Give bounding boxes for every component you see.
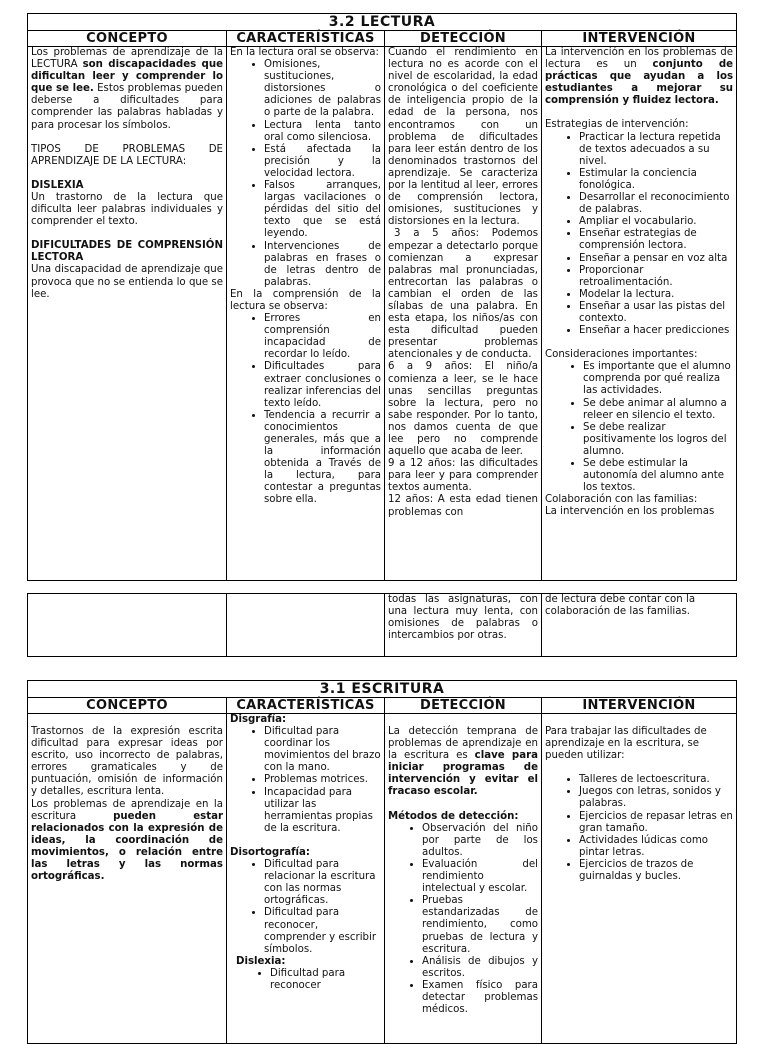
list-item: • Proporcionar retroalimentación. [579, 265, 733, 289]
dislexia-text: Un trastorno de la lectura que dificulta leer palabras individuales y comprender el texto. [31, 191, 223, 228]
list-item: • Enseñar estrategias de comprensión lectora. [579, 228, 733, 252]
metodos-heading: Métodos de detección: [388, 810, 519, 822]
cont-concepto-cell [28, 594, 227, 657]
consideraciones-list [545, 361, 733, 494]
comprension-intro: En la comprensión de la lectura se observa: [230, 288, 381, 312]
lectura-continuation-table [27, 593, 737, 657]
list-item: • Incapacidad para utilizar las herramientas propias de la escritura. [264, 787, 381, 835]
deteccion-12: 12 años: A esta edad tienen problemas con [388, 494, 538, 518]
list-item: • Enseñar a usar las pistas del contexto. [579, 301, 733, 325]
list-item: • Desarrollar el reconocimiento de palabras. [579, 192, 733, 216]
metodos-list [388, 823, 538, 1017]
escritura-caracteristicas-cell [227, 714, 385, 1044]
estrategias-intro: Estrategias de intervención: [545, 119, 689, 131]
header-intervencion: INTERVENCIÓN [542, 31, 737, 47]
lectura-table [27, 13, 737, 581]
list-item: • Omisiones, sustituciones, distorsiones o adiciones de palabras o parte de la palabra. [264, 59, 381, 119]
escritura-title: 3.1 ESCRITURA [28, 681, 737, 698]
lectura-title: 3.2 LECTURA [28, 14, 737, 31]
list-item: • Ejercicios de repasar letras en gran tamaño. [579, 811, 733, 835]
lectura-deteccion-cell [385, 47, 542, 581]
comprension-list [230, 313, 381, 507]
list-item: • Enseñar a pensar en voz alta [579, 253, 733, 265]
lectura-caracteristicas-cell [227, 47, 385, 581]
list-item: • Se debe animar al alumno a releer en silencio el texto. [583, 398, 733, 422]
dislexia-heading: DISLEXIA [31, 179, 84, 191]
tipos-heading: TIPOS DE PROBLEMAS DE APRENDIZAJE DE LA LECTURA: [31, 143, 223, 167]
dificultades-heading: DIFICULTADES DE COMPRENSIÓN LECTORA [31, 240, 223, 264]
list-item: • Modelar la lectura. [579, 289, 733, 301]
lectura-concepto-cell [28, 47, 227, 581]
consideraciones-intro: Consideraciones importantes: [545, 349, 698, 361]
escritura-deteccion-cell [385, 714, 542, 1044]
colaboracion-text: La intervención en los problemas [545, 506, 715, 518]
list-item: • Errores en comprensión incapacidad de recordar lo leído. [264, 313, 381, 361]
list-item: • Ampliar el vocabulario. [579, 216, 733, 228]
escritura-intervencion-intro: Para trabajar las dificultades de aprendizaje en la escritura, se pueden utilizar: [545, 726, 707, 762]
deteccion-9-12: 9 a 12 años: las dificultades para leer y para comprender textos aumenta. [388, 458, 538, 494]
list-item: • Falsos arranques, largas vacilaciones o pérdidas del sitio del texto que se está leyendo. [264, 180, 381, 240]
deteccion-6-9: 6 a 9 años: El niño/a comienza a leer, se le hace unas sencillas preguntas sobre la lectura, pero no sabe responder. Por lo tanto, nos damos cuenta de que lee pero no comprende aquello que acaba de leer. [388, 361, 538, 458]
list-item: • Dificultades para extraer conclusiones o realizar inferencias del texto leído. [264, 361, 381, 409]
list-item: • Pruebas estandarizadas de rendimiento, como pruebas de lectura y escritura. [422, 895, 538, 955]
lectura-intervencion-cell [542, 47, 737, 581]
list-item: • Es importante que el alumno comprenda por qué realiza las actividades. [583, 361, 733, 397]
header-caracteristicas: CARACTERÍSTICAS [227, 31, 385, 47]
list-item: • Dificultad para coordinar los movimientos del brazo con la mano. [264, 726, 381, 774]
list-item: • Problemas motrices. [264, 774, 381, 786]
list-item: • Dificultad para reconocer, comprender y escribir símbolos. [264, 907, 381, 955]
oral-list [230, 59, 381, 289]
header-intervencion: INTERVENCIÓN [542, 698, 737, 714]
dislexia-list [230, 968, 381, 992]
header-concepto: CONCEPTO [28, 698, 227, 714]
list-item: • Se debe estimular la autonomía del alumno ante los textos. [583, 458, 733, 494]
list-item: • Juegos con letras, sonidos y palabras. [579, 786, 733, 810]
disgrafia-heading: Disgrafía: [230, 714, 287, 725]
list-item: • Evaluación del rendimiento intelectual y escolar. [422, 859, 538, 895]
list-item: • Examen físico para detectar problemas médicos. [422, 980, 538, 1016]
escritura-concepto-p2: Los problemas de aprendizaje en la escritura pueden estar relacionados con la expresión de ideas, la coordinación de movimientos, o relación entre las letras y las normas ortográficas. [31, 798, 223, 883]
list-item: • Análisis de dibujos y escritos. [422, 956, 538, 980]
dislexia-heading: Dislexia: [236, 955, 286, 967]
list-item: • Enseñar a hacer predicciones [579, 325, 733, 337]
list-item: • Practicar la lectura repetida de textos adecuados a su nivel. [579, 132, 733, 168]
list-item: • Tendencia a recurrir a conocimientos generales, más que a la información obtenida a Través de la lectura, para contestar a preguntas sobre ella. [264, 410, 381, 507]
intervencion-intro: La intervención en los problemas de lectura es un conjunto de prácticas que ayudan a los estudiantes a mejorar su comprensión y fluidez lectora. [545, 47, 734, 107]
escritura-concepto-p1: Trastornos de la expresión escrita dificultad para expresar ideas por escrito, uso incorrecto de palabras, errores gramaticales y de puntuación, omisión de información y detalles, escritura lenta. [31, 726, 223, 798]
list-item: • Lectura lenta tanto oral como silenciosa. [264, 120, 381, 144]
estrategias-list [545, 132, 733, 338]
cont-intervencion-cell: de lectura debe contar con la colaboración de las familias. [542, 594, 737, 657]
list-item: • Dificultad para reconocer [270, 968, 381, 992]
escritura-intervencion-list [545, 774, 733, 883]
deteccion-p1: Cuando el rendimiento en lectura no es acorde con el nivel de escolaridad, la edad cronológica o del coeficiente de inteligencia propio de la edad de la persona, nos encontramos con un problema de dificultades para leer están dentro de los denominados trastornos del aprendizaje. Se caracteriza por la lentitud al leer, errores de comprensión lectora, omisiones, sustituciones y distorsiones en la lectura. [388, 47, 538, 228]
header-deteccion: DETECCIÓN [385, 698, 542, 714]
deteccion-3-5: 3 a 5 años: Podemos empezar a detectarlo porque comienzan a expresar palabras mal pronunciadas, entrecortan las palabras o cambian el orden de las sílabas de una palabra. En esta etapa, los niños/as con esta dificultad pueden presentar problemas atencionales y de conducta. [388, 228, 538, 361]
escritura-intervencion-cell [542, 714, 737, 1044]
dificultades-text: Una discapacidad de aprendizaje que provoca que no se entienda lo que se lee. [31, 264, 223, 300]
disortografia-list [230, 859, 381, 956]
list-item: • Estimular la conciencia fonológica. [579, 168, 733, 192]
escritura-table [27, 680, 737, 1044]
list-item: • Dificultad para relacionar la escritura con las normas ortográficas. [264, 859, 381, 907]
escritura-deteccion-intro: La detección temprana de problemas de aprendizaje en la escritura es clave para iniciar programas de intervención y evitar el fracaso escolar. [388, 726, 538, 798]
lectura-concepto-intro: Los problemas de aprendizaje de la LECTURA son discapacidades que dificultan leer y comprender lo que se lee. Estos problemas pueden deberse a dificultades para comprender las palabras habladas y para procesar los símbolos. [31, 47, 224, 131]
disgrafia-list [230, 726, 381, 835]
list-item: • Se debe realizar positivamente los logros del alumno. [583, 422, 733, 458]
list-item: • Observación del niño por parte de los adultos. [422, 823, 538, 859]
cont-deteccion-cell: todas las asignaturas, con una lectura muy lenta, con omisiones de palabras o intercambios por otras. [385, 594, 542, 657]
list-item: • Intervenciones de palabras en frases o de letras dentro de palabras. [264, 241, 381, 289]
colaboracion-intro: Colaboración con las familias: [545, 494, 698, 506]
list-item: • Está afectada la precisión y la velocidad lectora. [264, 144, 381, 180]
escritura-concepto-cell [28, 714, 227, 1044]
cont-caracteristicas-cell [227, 594, 385, 657]
list-item: • Talleres de lectoescritura. [579, 774, 733, 786]
oral-intro: En la lectura oral se observa: [230, 47, 379, 58]
header-concepto: CONCEPTO [28, 31, 227, 47]
header-caracteristicas: CARACTERÍSTICAS [227, 698, 385, 714]
list-item: • Ejercicios de trazos de guirnaldas y bucles. [579, 859, 733, 883]
disortografia-heading: Disortografía: [230, 846, 310, 858]
list-item: • Actividades lúdicas como pintar letras. [579, 835, 733, 859]
header-deteccion: DETECCIÓN [385, 31, 542, 47]
